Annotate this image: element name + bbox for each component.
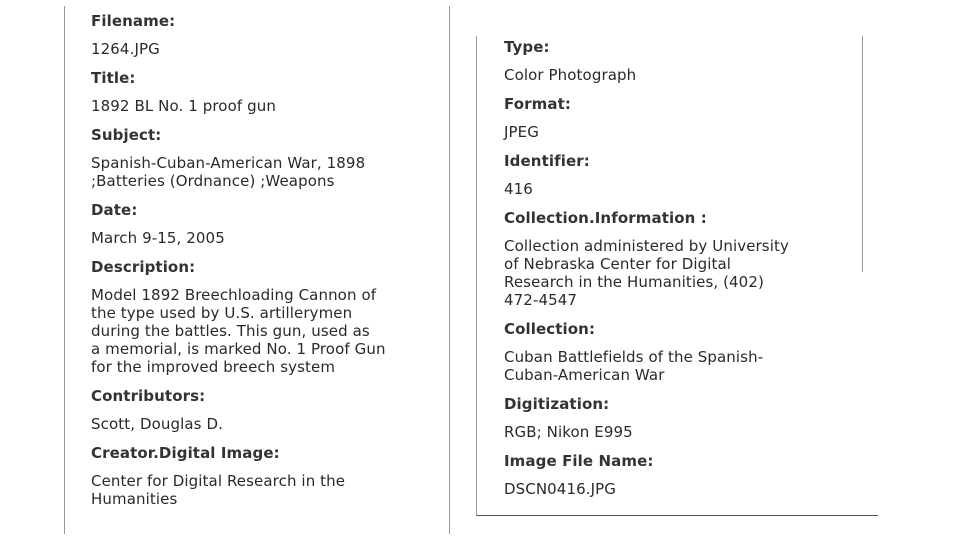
panel-divider xyxy=(862,36,863,272)
field-label-filename: Filename: xyxy=(91,12,176,30)
field-subject xyxy=(91,126,449,190)
field-value-collection: Cuban Battlefields of the Spanish- Cuban-American War xyxy=(504,348,764,384)
field-label-subject: Subject: xyxy=(91,126,162,144)
field-label-image-file-name: Image File Name: xyxy=(504,452,654,470)
metadata-panel-right xyxy=(476,36,878,516)
field-value-subject: Spanish-Cuban-American War, 1898 ;Batteries (Ordnance) ;Weapons xyxy=(91,154,366,190)
field-identifier xyxy=(504,152,878,198)
field-date xyxy=(91,201,449,247)
field-label-description: Description: xyxy=(91,258,196,276)
field-label-identifier: Identifier: xyxy=(504,152,590,170)
field-label-contributors: Contributors: xyxy=(91,387,206,405)
field-value-title: 1892 BL No. 1 proof gun xyxy=(91,97,276,115)
field-value-image-file-name: DSCN0416.JPG xyxy=(504,480,617,498)
field-description xyxy=(91,258,449,376)
field-value-description: Model 1892 Breechloading Cannon of the type used by U.S. artillerymen during the battles. This gun, used as a memorial, is marked No. 1 Proof Gun for the improved breech system xyxy=(91,286,386,376)
field-label-digitization: Digitization: xyxy=(504,395,610,413)
field-digitization xyxy=(504,395,878,441)
field-label-title: Title: xyxy=(91,69,136,87)
field-collection-information xyxy=(504,209,878,309)
field-value-collection-information: Collection administered by University of Nebraska Center for Digital Research in the Humanities, (402) 472-4547 xyxy=(504,237,789,309)
field-value-format: JPEG xyxy=(504,123,539,141)
field-format xyxy=(504,95,878,141)
field-collection xyxy=(504,320,878,384)
metadata-panel-left xyxy=(64,6,450,534)
field-image-file-name xyxy=(504,452,878,498)
field-label-format: Format: xyxy=(504,95,571,113)
field-value-type: Color Photograph xyxy=(504,66,637,84)
field-label-date: Date: xyxy=(91,201,138,219)
field-creator-digital-image xyxy=(91,444,449,508)
field-value-filename: 1264.JPG xyxy=(91,40,160,58)
field-label-creator-digital-image: Creator.Digital Image: xyxy=(91,444,280,462)
field-value-creator-digital-image: Center for Digital Research in the Humanities xyxy=(91,472,346,508)
field-filename xyxy=(91,12,449,58)
field-title xyxy=(91,69,449,115)
field-type xyxy=(504,38,878,84)
field-value-digitization: RGB; Nikon E995 xyxy=(504,423,633,441)
field-label-collection-information: Collection.Information : xyxy=(504,209,707,227)
field-value-identifier: 416 xyxy=(504,180,533,198)
field-contributors xyxy=(91,387,449,433)
field-label-type: Type: xyxy=(504,38,550,56)
field-value-date: March 9-15, 2005 xyxy=(91,229,225,247)
field-label-collection: Collection: xyxy=(504,320,596,338)
field-value-contributors: Scott, Douglas D. xyxy=(91,415,223,433)
